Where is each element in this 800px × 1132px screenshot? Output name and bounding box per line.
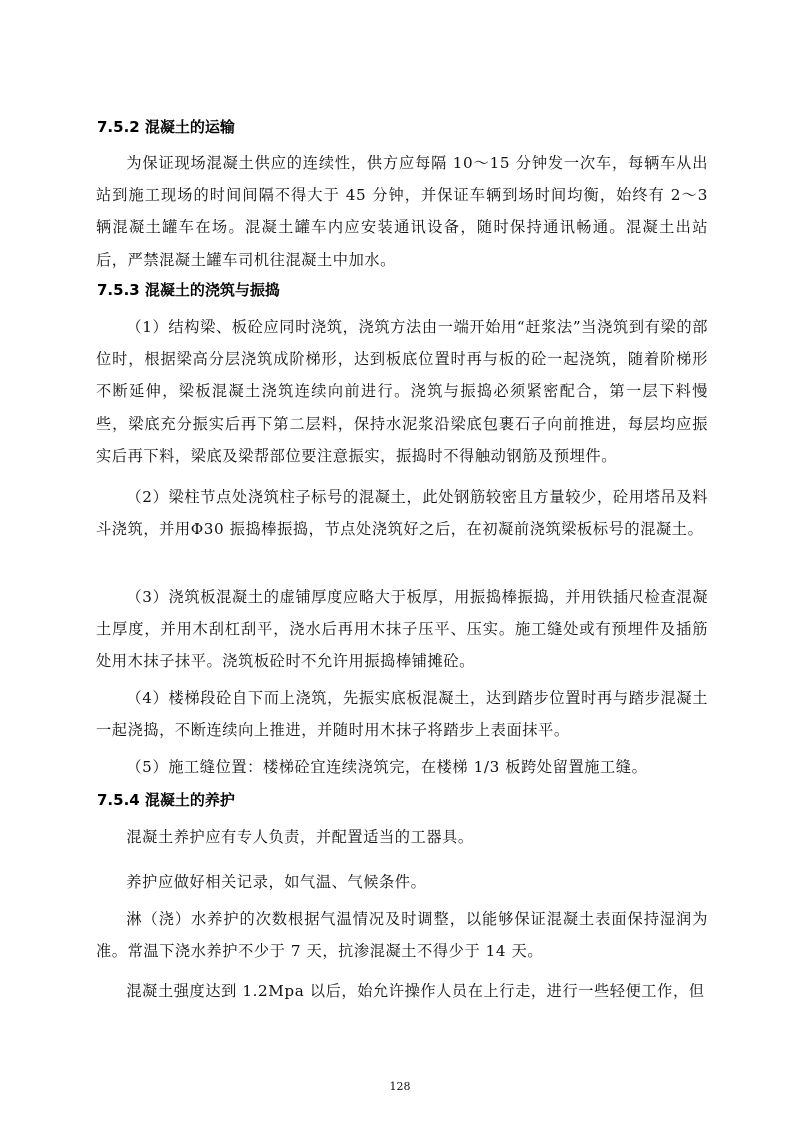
paragraph-pouring-1: （1）结构梁、板砼应同时浇筑，浇筑方法由一端开始用“赶浆法”当浇筑到有梁的部位时，根据梁高分层浇筑成阶梯形，达到板底位置时再与板的砼一起浇筑，随着阶梯形不断延伸，梁板混凝土浇筑连续向前进行。浇筑与振捣必须紧密配合，第一层下料慢些，梁底充分振实后再下第二层料，保持水泥浆沿梁底包裹石子向前推进，每层均应振实后再下料，梁底及梁帮部位要注意振实，振捣时不得触动钢筋及预埋件。 xyxy=(96,318,708,465)
paragraph-curing-4: 混凝土强度达到 1.2Mpa 以后，始允许操作人员在上行走，进行一些轻便工作，但 xyxy=(126,982,705,1000)
paragraph-pouring-2: （2）梁柱节点处浇筑柱子标号的混凝土，此处钢筋较密且方量较少，砼用塔吊及料斗浇筑，并用Φ30 振捣棒振捣，节点处浇筑好之后，在初凝前浇筑梁板标号的混凝土。 xyxy=(96,488,708,539)
paragraph-pouring-5: （5）施工缝位置：楼梯砼宜连续浇筑完，在楼梯 1/3 板跨处留置施工缝。 xyxy=(126,758,648,776)
section-heading-7-5-2: 7.5.2 混凝土的运输 xyxy=(97,118,235,136)
section-heading-7-5-4: 7.5.4 混凝土的养护 xyxy=(97,791,235,809)
paragraph-pouring-4: （4）楼梯段砼自下而上浇筑，先振实底板混凝土，达到踏步位置时再与踏步混凝土一起浇捣，不断连续向上推进，并随时用木抹子将踏步上表面抹平。 xyxy=(96,689,708,740)
page-number: 128 xyxy=(389,1080,411,1093)
paragraph-curing-1: 混凝土养护应有专人负责，并配置适当的工器具。 xyxy=(126,828,474,846)
paragraph-pouring-3: （3）浇筑板混凝土的虚铺厚度应略大于板厚，用振捣棒振捣，并用铁插尺检查混凝土厚度，并用木刮杠刮平，浇水后再用木抹子压平、压实。施工缝处或有预埋件及插筋处用木抹子抹平。浇筑板砼时不允许用振捣棒铺摊砼。 xyxy=(96,588,708,671)
section-heading-7-5-3: 7.5.3 混凝土的浇筑与振捣 xyxy=(97,281,280,299)
paragraph-curing-3: 淋（浇）水养护的次数根据气温情况及时调整，以能够保证混凝土表面保持湿润为准。常温下浇水养护不少于 7 天，抗渗混凝土不得少于 14 天。 xyxy=(96,910,708,961)
paragraph-transport: 为保证现场混凝土供应的连续性，供方应每隔 10～15 分钟发一次车，每辆车从出站到施工现场的时间间隔不得大于 45 分钟，并保证车辆到场时间均衡，始终有 2～3 辆混凝土罐车在场。混凝土罐车内应安装通讯设备，随时保持通讯畅通。混凝土出站后，严禁混凝土罐车司机往混凝土中加水。 xyxy=(96,154,708,269)
paragraph-curing-2: 养护应做好相关记录，如气温、气候条件。 xyxy=(126,873,427,891)
